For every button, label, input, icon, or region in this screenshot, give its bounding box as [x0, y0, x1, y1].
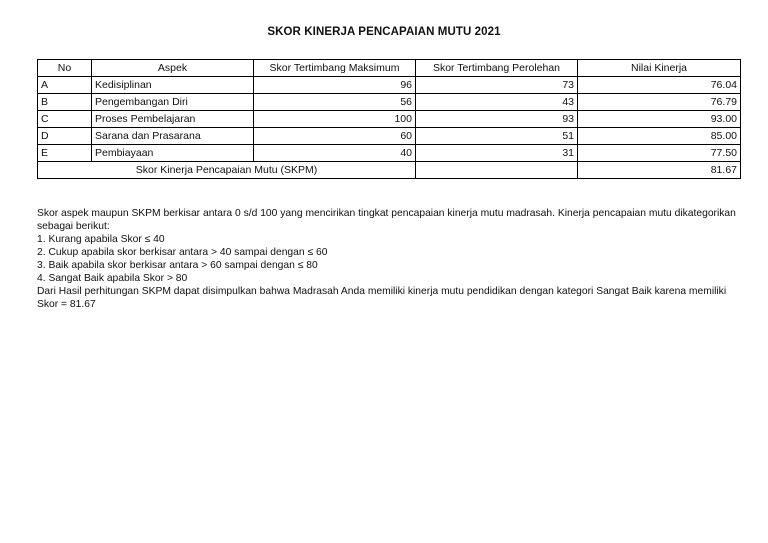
- row-aspek: Sarana dan Prasarana: [92, 128, 254, 145]
- table-row: [38, 145, 741, 162]
- row-aspek: Proses Pembelajaran: [92, 111, 254, 128]
- table-row: [38, 77, 741, 94]
- row-skor-maksimum: 40: [254, 145, 416, 162]
- row-skor-perolehan: 43: [416, 94, 578, 111]
- table-row: [38, 94, 741, 111]
- header-skor-perolehan: Skor Tertimbang Perolehan: [416, 60, 578, 77]
- row-skor-maksimum: 100: [254, 111, 416, 128]
- page-title: SKOR KINERJA PENCAPAIAN MUTU 2021: [267, 26, 501, 38]
- row-no: A: [38, 77, 92, 94]
- table-header-row: [38, 60, 741, 77]
- row-skor-perolehan: 93: [416, 111, 578, 128]
- category-item: 3. Baik apabila skor berkisar antara > 60 sampai dengan ≤ 80: [37, 260, 318, 271]
- row-nilai-kinerja: 76.79: [578, 94, 741, 111]
- skpm-table: [37, 59, 741, 179]
- table-row: [38, 128, 741, 145]
- row-skor-maksimum: 96: [254, 77, 416, 94]
- row-no: E: [38, 145, 92, 162]
- category-item: 1. Kurang apabila Skor ≤ 40: [37, 234, 165, 245]
- skpm-description: [37, 207, 737, 311]
- header-aspek: Aspek: [92, 60, 254, 77]
- description-intro: Skor aspek maupun SKPM berkisar antara 0 s/d 100 yang mencirikan tingkat pencapaian kinerja mutu madrasah. Kinerja pencapaian mutu dikategorikan sebagai berikut:: [37, 208, 736, 232]
- description-conclusion: Dari Hasil perhitungan SKPM dapat disimpulkan bahwa Madrasah Anda memiliki kinerja mutu pendidikan dengan kategori Sangat Baik karena memiliki Skor = 81.67: [37, 286, 727, 310]
- skpm-value: 81.67: [578, 162, 741, 179]
- row-skor-maksimum: 60: [254, 128, 416, 145]
- category-item: 4. Sangat Baik apabila Skor > 80: [37, 273, 188, 284]
- category-item: 2. Cukup apabila skor berkisar antara > 40 sampai dengan ≤ 60: [37, 247, 328, 258]
- row-no: D: [38, 128, 92, 145]
- row-aspek: Pengembangan Diri: [92, 94, 254, 111]
- row-skor-perolehan: 51: [416, 128, 578, 145]
- row-nilai-kinerja: 77.50: [578, 145, 741, 162]
- row-aspek: Pembiayaan: [92, 145, 254, 162]
- row-skor-maksimum: 56: [254, 94, 416, 111]
- row-nilai-kinerja: 93.00: [578, 111, 741, 128]
- row-skor-perolehan: 31: [416, 145, 578, 162]
- row-skor-perolehan: 73: [416, 77, 578, 94]
- row-no: B: [38, 94, 92, 111]
- row-aspek: Kedisiplinan: [92, 77, 254, 94]
- skpm-label: Skor Kinerja Pencapaian Mutu (SKPM): [38, 162, 416, 179]
- row-nilai-kinerja: 85.00: [578, 128, 741, 145]
- table-row: [38, 111, 741, 128]
- header-nilai-kinerja: Nilai Kinerja: [578, 60, 741, 77]
- row-no: C: [38, 111, 92, 128]
- skpm-empty-cell: [416, 162, 578, 179]
- summary-row: [38, 162, 741, 179]
- header-no: No: [38, 60, 92, 77]
- header-skor-maksimum: Skor Tertimbang Maksimum: [254, 60, 416, 77]
- row-nilai-kinerja: 76.04: [578, 77, 741, 94]
